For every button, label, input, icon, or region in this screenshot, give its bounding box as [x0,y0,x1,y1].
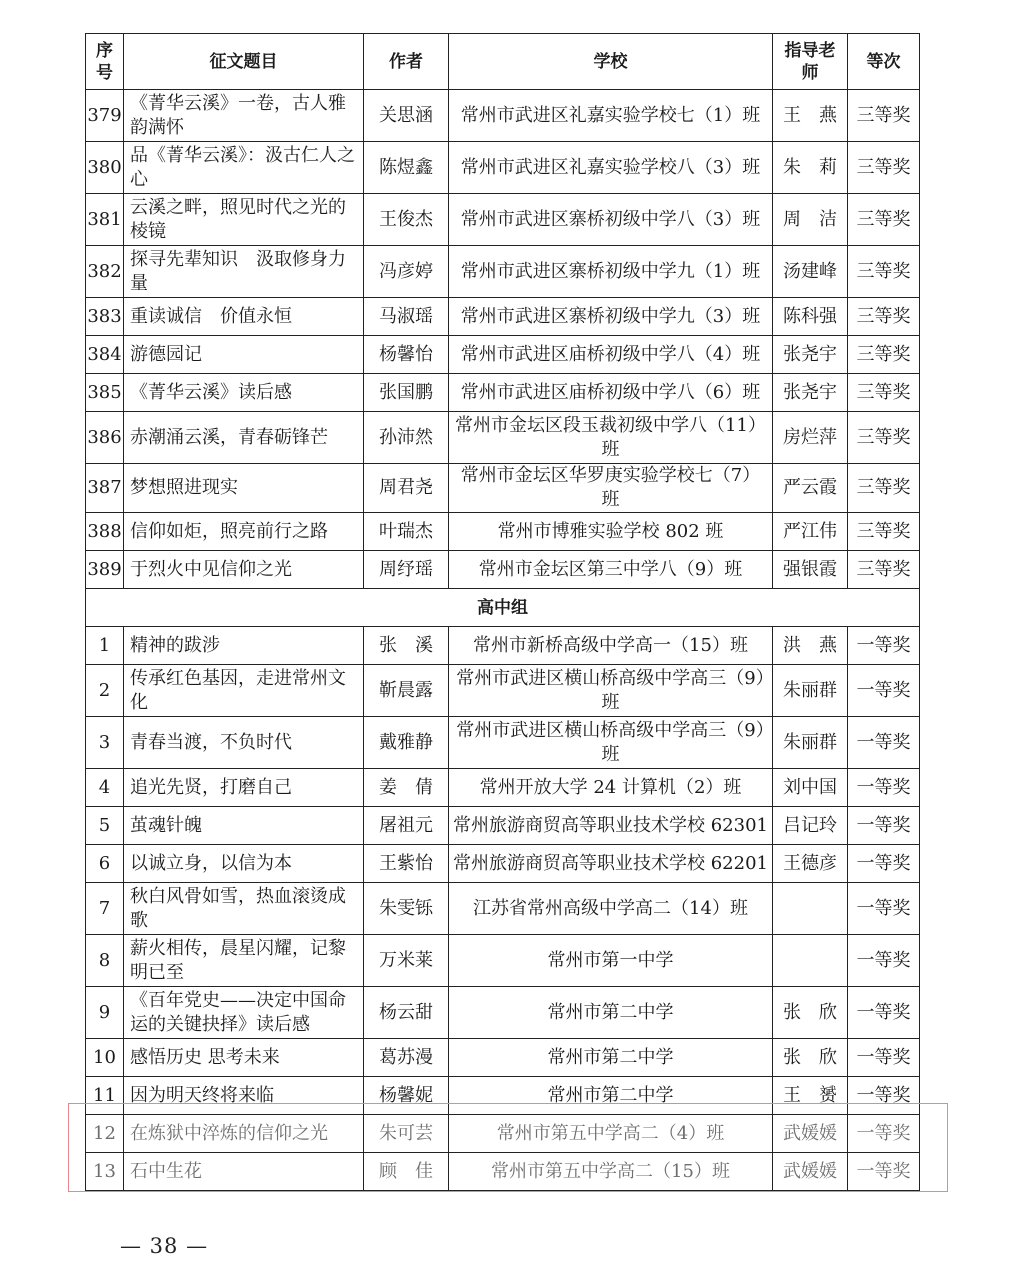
cell-school: 常州市第二中学 [449,987,773,1039]
cell-teacher: 严江伟 [773,513,848,551]
cell-author: 周君尧 [364,464,449,513]
cell-teacher: 朱 莉 [773,142,848,194]
cell-title: 信仰如炬，照亮前行之路 [124,513,364,551]
cell-award: 三等奖 [848,336,920,374]
cell-school: 常州市武进区礼嘉实验学校七（1）班 [449,90,773,142]
cell-title: 茧魂针魄 [124,807,364,845]
cell-title: 追光先贤，打磨自己 [124,769,364,807]
cell-teacher: 吕记玲 [773,807,848,845]
cell-author: 关思涵 [364,90,449,142]
table-row [86,665,920,717]
cell-award: 一等奖 [848,717,920,769]
cell-award: 三等奖 [848,90,920,142]
cell-school: 常州市第五中学高二（15）班 [449,1153,773,1191]
cell-title: 传承红色基因，走进常州文化 [124,665,364,717]
table-row [86,1115,920,1153]
cell-school: 常州市金坛区华罗庚实验学校七（7）班 [449,464,773,513]
cell-award: 一等奖 [848,665,920,717]
cell-no: 4 [86,769,124,807]
cell-school: 常州市武进区庙桥初级中学八（6）班 [449,374,773,412]
table-row [86,412,920,464]
cell-school: 常州市金坛区第三中学八（9）班 [449,551,773,589]
table-row [86,1153,920,1191]
cell-author: 朱雯铄 [364,883,449,935]
cell-award: 三等奖 [848,142,920,194]
cell-author: 王紫怡 [364,845,449,883]
cell-no: 380 [86,142,124,194]
cell-award: 一等奖 [848,845,920,883]
cell-award: 一等奖 [848,987,920,1039]
cell-no: 6 [86,845,124,883]
cell-teacher: 武媛媛 [773,1153,848,1191]
cell-title: 品《菁华云溪》：汲古仁人之心 [124,142,364,194]
cell-teacher: 张尧宇 [773,336,848,374]
cell-school: 常州市武进区横山桥高级中学高三（9）班 [449,717,773,769]
header-no: 序号 [86,34,124,90]
cell-author: 张 溪 [364,627,449,665]
cell-school: 常州开放大学 24 计算机（2）班 [449,769,773,807]
cell-title: 石中生花 [124,1153,364,1191]
cell-title: 青春当渡，不负时代 [124,717,364,769]
cell-no: 2 [86,665,124,717]
cell-award: 一等奖 [848,769,920,807]
table-row [86,246,920,298]
cell-title: 云溪之畔，照见时代之光的棱镜 [124,194,364,246]
table-row [86,1077,920,1115]
cell-award: 一等奖 [848,1039,920,1077]
cell-school: 常州旅游商贸高等职业技术学校 62301 [449,807,773,845]
table-row [86,464,920,513]
cell-title: 于烈火中见信仰之光 [124,551,364,589]
cell-no: 382 [86,246,124,298]
cell-no: 384 [86,336,124,374]
cell-teacher: 刘中国 [773,769,848,807]
header-award: 等次 [848,34,920,90]
cell-author: 王俊杰 [364,194,449,246]
cell-award: 三等奖 [848,464,920,513]
cell-school: 常州市武进区寨桥初级中学八（3）班 [449,194,773,246]
cell-no: 385 [86,374,124,412]
cell-award: 一等奖 [848,1115,920,1153]
cell-title: 以诚立身，以信为本 [124,845,364,883]
cell-school: 常州市博雅实验学校 802 班 [449,513,773,551]
cell-teacher: 陈科强 [773,298,848,336]
cell-award: 一等奖 [848,883,920,935]
cell-teacher: 洪 燕 [773,627,848,665]
cell-no: 381 [86,194,124,246]
cell-teacher: 张尧宇 [773,374,848,412]
table-row [86,807,920,845]
cell-title: 游德园记 [124,336,364,374]
table-row [86,90,920,142]
table-row [86,845,920,883]
cell-school: 常州市第一中学 [449,935,773,987]
cell-title: 在炼狱中淬炼的信仰之光 [124,1115,364,1153]
group-heading-row [86,589,920,627]
cell-author: 孙沛然 [364,412,449,464]
cell-no: 3 [86,717,124,769]
cell-author: 杨馨怡 [364,336,449,374]
table-row [86,194,920,246]
cell-teacher: 王 赟 [773,1077,848,1115]
cell-author: 陈煜鑫 [364,142,449,194]
cell-school: 江苏省常州高级中学高二（14）班 [449,883,773,935]
table-row [86,627,920,665]
cell-award: 一等奖 [848,935,920,987]
cell-award: 三等奖 [848,513,920,551]
cell-no: 383 [86,298,124,336]
cell-author: 屠祖元 [364,807,449,845]
cell-no: 7 [86,883,124,935]
cell-author: 姜 倩 [364,769,449,807]
table-row [86,298,920,336]
cell-no: 386 [86,412,124,464]
cell-teacher [773,883,848,935]
cell-school: 常州市武进区寨桥初级中学九（1）班 [449,246,773,298]
header-row [86,34,920,90]
cell-author: 杨云甜 [364,987,449,1039]
cell-award: 三等奖 [848,194,920,246]
cell-school: 常州市第五中学高二（4）班 [449,1115,773,1153]
cell-award: 一等奖 [848,1077,920,1115]
table-row [86,513,920,551]
cell-school: 常州市武进区寨桥初级中学九（3）班 [449,298,773,336]
table-row [86,551,920,589]
cell-teacher: 王德彦 [773,845,848,883]
table-row [86,987,920,1039]
cell-title: 精神的跋涉 [124,627,364,665]
cell-school: 常州旅游商贸高等职业技术学校 62201 [449,845,773,883]
header-title: 征文题目 [124,34,364,90]
cell-title: 重读诚信 价值永恒 [124,298,364,336]
cell-no: 8 [86,935,124,987]
cell-no: 387 [86,464,124,513]
cell-title: 《菁华云溪》一卷，古人雅韵满怀 [124,90,364,142]
cell-award: 一等奖 [848,807,920,845]
cell-award: 三等奖 [848,374,920,412]
cell-teacher: 朱丽群 [773,717,848,769]
page-number: — 38 — [120,1234,209,1258]
cell-teacher: 严云霞 [773,464,848,513]
senior-body [86,589,920,1191]
cell-school: 常州市新桥高级中学高一（15）班 [449,627,773,665]
awards-table [85,33,920,1191]
table-row [86,374,920,412]
cell-author: 万米莱 [364,935,449,987]
cell-teacher [773,935,848,987]
cell-author: 马淑瑶 [364,298,449,336]
cell-author: 朱可芸 [364,1115,449,1153]
cell-title: 探寻先辈知识 汲取修身力量 [124,246,364,298]
cell-title: 秋白风骨如雪，热血滚烫成歌 [124,883,364,935]
cell-award: 一等奖 [848,627,920,665]
cell-no: 13 [86,1153,124,1191]
header-school: 学校 [449,34,773,90]
cell-title: 赤潮涌云溪，青春砺锋芒 [124,412,364,464]
cell-school: 常州市第二中学 [449,1077,773,1115]
cell-award: 三等奖 [848,551,920,589]
cell-no: 5 [86,807,124,845]
cell-teacher: 张 欣 [773,1039,848,1077]
cell-author: 周纾瑶 [364,551,449,589]
cell-school: 常州市武进区礼嘉实验学校八（3）班 [449,142,773,194]
cell-teacher: 王 燕 [773,90,848,142]
cell-author: 靳晨露 [364,665,449,717]
cell-author: 葛苏漫 [364,1039,449,1077]
cell-author: 戴雅静 [364,717,449,769]
cell-author: 张国鹏 [364,374,449,412]
table-row [86,717,920,769]
cell-no: 1 [86,627,124,665]
cell-no: 388 [86,513,124,551]
cell-award: 三等奖 [848,412,920,464]
cell-no: 12 [86,1115,124,1153]
cell-teacher: 汤建峰 [773,246,848,298]
cell-school: 常州市武进区庙桥初级中学八（4）班 [449,336,773,374]
table-row [86,769,920,807]
group-heading: 高中组 [86,589,920,627]
table-row [86,142,920,194]
cell-author: 叶瑞杰 [364,513,449,551]
cell-author: 冯彦婷 [364,246,449,298]
cell-school: 常州市武进区横山桥高级中学高三（9）班 [449,665,773,717]
cell-award: 一等奖 [848,1153,920,1191]
cell-school: 常州市金坛区段玉裁初级中学八（11）班 [449,412,773,464]
table-row [86,1039,920,1077]
cell-no: 11 [86,1077,124,1115]
cell-title: 感悟历史 思考未来 [124,1039,364,1077]
cell-award: 三等奖 [848,298,920,336]
cell-title: 因为明天终将来临 [124,1077,364,1115]
cell-award: 三等奖 [848,246,920,298]
header-teacher: 指导老师 [773,34,848,90]
cell-teacher: 张 欣 [773,987,848,1039]
cell-teacher: 武媛媛 [773,1115,848,1153]
table-row [86,336,920,374]
header-author: 作者 [364,34,449,90]
cell-no: 10 [86,1039,124,1077]
cell-teacher: 朱丽群 [773,665,848,717]
junior-body [86,90,920,589]
cell-author: 顾 佳 [364,1153,449,1191]
table-row [86,935,920,987]
cell-teacher: 房烂萍 [773,412,848,464]
cell-title: 薪火相传，晨星闪耀，记黎明已至 [124,935,364,987]
cell-teacher: 周 洁 [773,194,848,246]
cell-teacher: 强银霞 [773,551,848,589]
cell-title: 《百年党史——决定中国命运的关键抉择》读后感 [124,987,364,1039]
cell-title: 梦想照进现实 [124,464,364,513]
cell-title: 《菁华云溪》读后感 [124,374,364,412]
cell-no: 379 [86,90,124,142]
table-row [86,883,920,935]
cell-author: 杨馨妮 [364,1077,449,1115]
cell-no: 9 [86,987,124,1039]
cell-no: 389 [86,551,124,589]
cell-school: 常州市第二中学 [449,1039,773,1077]
